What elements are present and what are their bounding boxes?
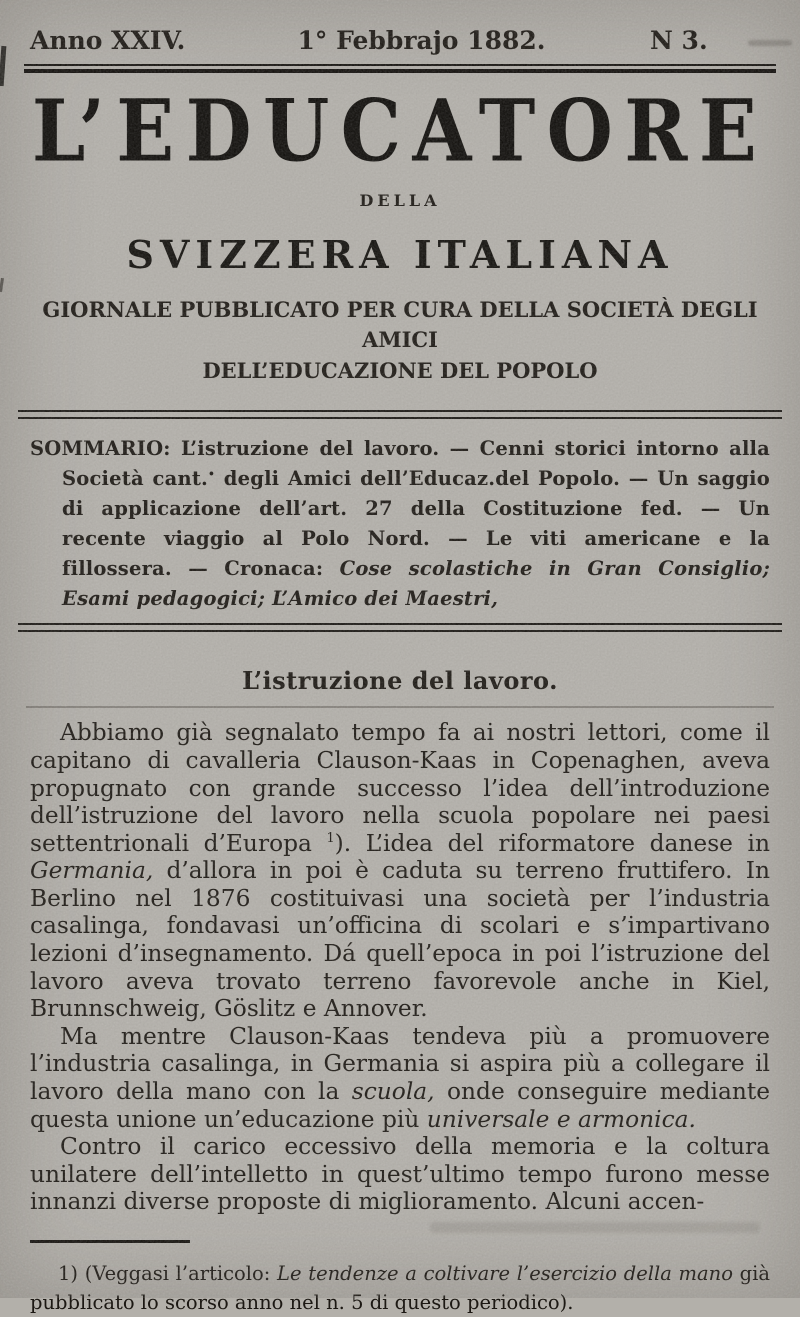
tagline-line-2: DELL’EDUCAZIONE DEL POPOLO (202, 357, 598, 383)
article-paragraph: Ma mentre Clauson-Kaas tendeva più a promuovere l’industria casalinga, in Germania si aspira più a collegare il lavoro della mano con la scuola, onde conseguire mediante questa unione un’educazione più universale e armonica. (30, 1022, 771, 1133)
tagline-line-1: GIORNALE PUBBLICATO PER CURA DELLA SOCIETÀ DEGLI AMICI (42, 297, 758, 353)
header-divider (24, 64, 776, 73)
masthead-della: DELLA (359, 191, 441, 210)
issue-year: Anno XXIV. (30, 26, 186, 55)
article-body (30, 719, 770, 1216)
masthead-title: L’EDUCATORE (31, 81, 769, 181)
masthead-divider (18, 410, 782, 419)
article-title: L’istruzione del lavoro. (242, 666, 558, 696)
masthead-subtitle: SVIZZERA ITALIANA (126, 232, 674, 277)
issue-date: 1° Febbrajo 1882. (297, 26, 546, 55)
issue-number: N 3. (650, 26, 708, 55)
sommario-divider (18, 623, 782, 632)
article-paragraph: Abbiamo già segnalato tempo fa ai nostri lettori, come il capitano di cavalleria Clauson-Kaas in Copenaghen, aveva propugnato con grande successo l’idea dell’introduzione dell’istruzione del lavoro nella scuola popolare nei paesi settentrionali d’Europa $^1$). L’idea del riformatore danese in Germania, d’allora in poi è caduta su terreno fruttifero. In Berlino nel 1876 costituivasi una società per l’industria casalinga, fondavasi un’officina di scolari e s’impartivano lezioni d’insegnamento. Dá quell’epoca in poi l’istruzione del lavoro aveva trovato terreno favorevole anche in Kiel, Brunnschweig, Göslitz e Annover. (30, 719, 770, 1023)
masthead-tagline (30, 295, 770, 386)
article-paragraph: Contro il carico eccessivo della memoria e la coltura unilatere dell’intelletto in quest’ultimo tempo furono messe innanzi diverse proposte di miglioramento. Alcuni accen- (30, 1133, 770, 1216)
footnote: 1) (Veggasi l’articolo: Le tendenze a coltivare l’esercizio della mano già pubblicato lo scorso anno nel n. 5 di questo periodico). (30, 1262, 770, 1314)
sommario-block: SOMMARIO: L’istruzione del lavoro. — Cenni storici intorno alla Società cant.• degli Amici dell’Educaz.del Popolo. — Un saggio di applicazione dell’art. 27 della Costituzione fed. — Un recente viaggio al Polo Nord. — Le viti americane e la fillossera. — Cronaca: Cose scolastiche in Gran Consiglio; Esami pedagogici; L’Amico dei Maestri, (30, 437, 771, 611)
issue-header (30, 0, 770, 55)
footnote-divider (30, 1240, 190, 1243)
